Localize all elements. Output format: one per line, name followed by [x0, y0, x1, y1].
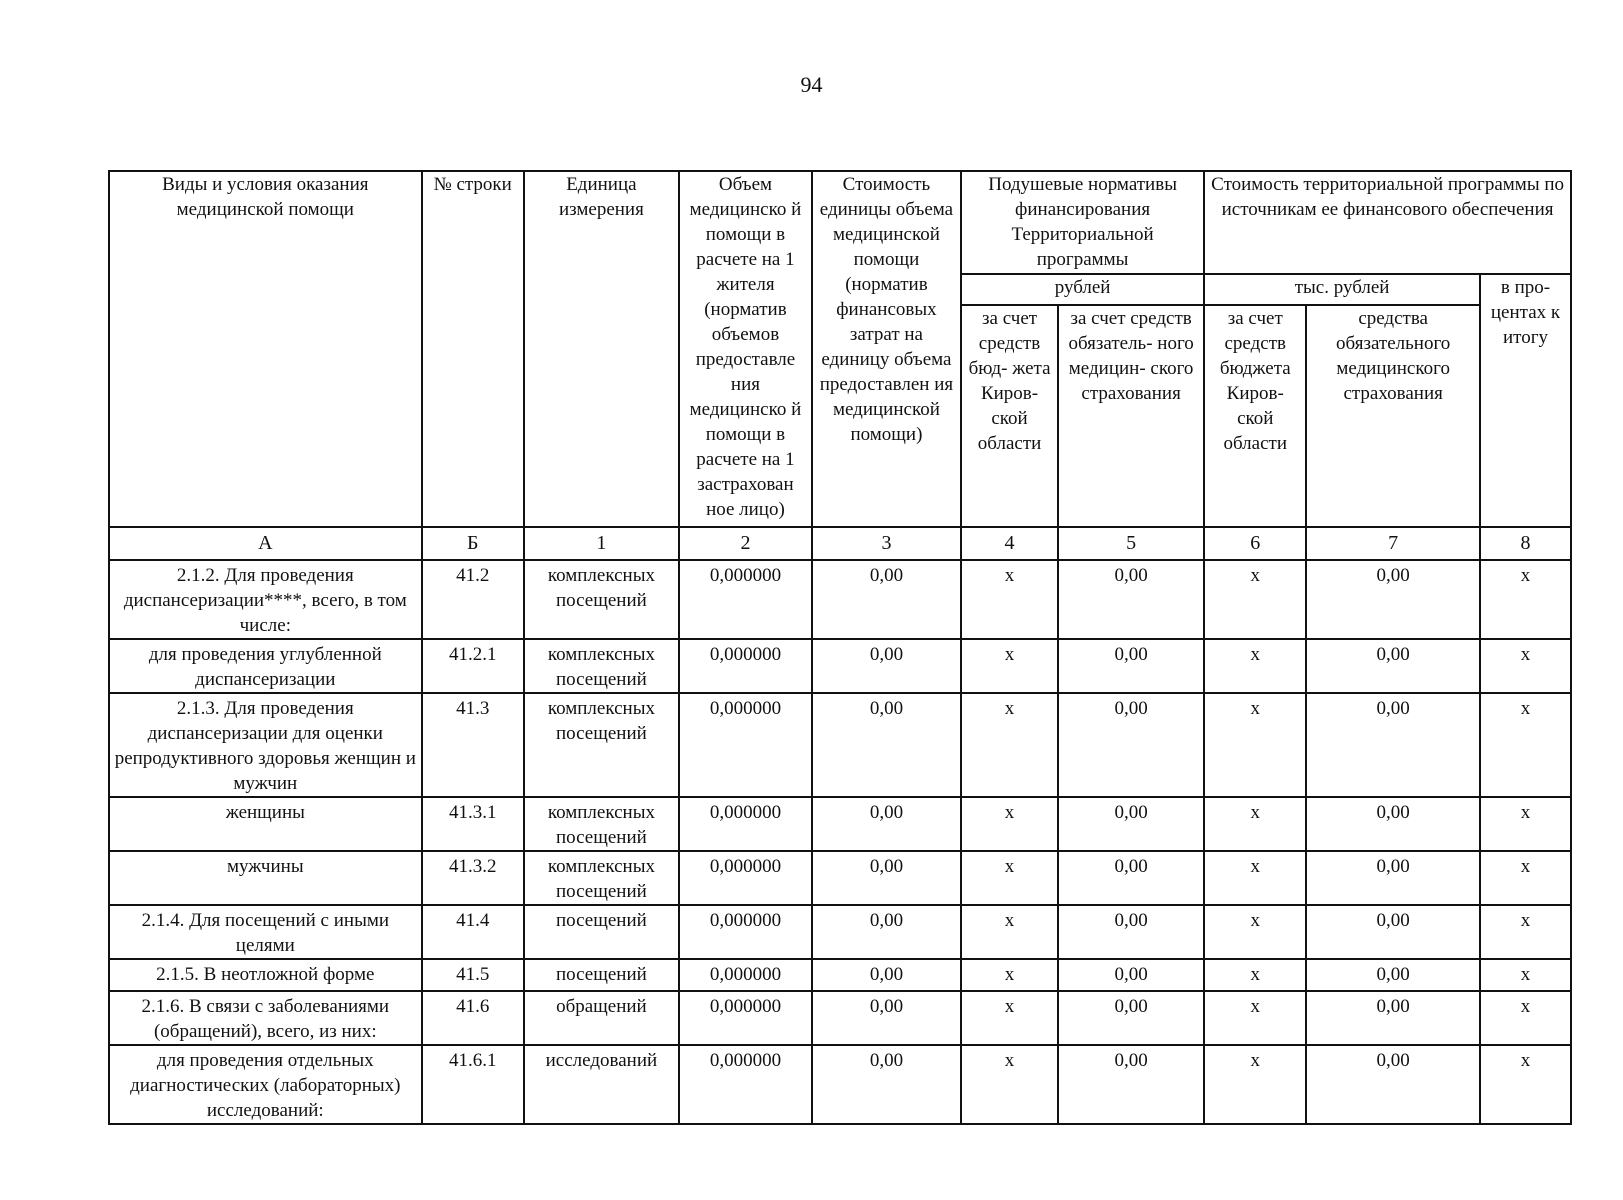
- row-col-6: х: [1204, 560, 1306, 639]
- column-index-row: [109, 527, 1571, 560]
- table-row: [109, 959, 1571, 991]
- row-line-number: 41.2.1: [422, 639, 524, 693]
- row-col-7: 0,00: [1306, 560, 1480, 639]
- header-col-3: Стоимость единицы объема медицинской помощи (норматив финансовых затрат на единицу объема предоставлен ия медицинской помощи): [812, 171, 961, 527]
- row-col-6: х: [1204, 959, 1306, 991]
- row-col-6: х: [1204, 1045, 1306, 1124]
- table-row: [109, 797, 1571, 851]
- row-cost: 0,00: [812, 905, 961, 959]
- row-cost: 0,00: [812, 797, 961, 851]
- table-row: [109, 851, 1571, 905]
- row-col-4: х: [961, 560, 1058, 639]
- index-cell: 4: [961, 527, 1058, 560]
- row-col-8: х: [1480, 905, 1571, 959]
- financing-table: [108, 170, 1572, 1125]
- row-col-7: 0,00: [1306, 693, 1480, 797]
- row-volume: 0,000000: [679, 905, 812, 959]
- row-unit: комплексных посещений: [524, 851, 679, 905]
- row-col-4: х: [961, 991, 1058, 1045]
- row-col-4: х: [961, 959, 1058, 991]
- index-cell: 5: [1058, 527, 1204, 560]
- row-cost: 0,00: [812, 1045, 961, 1124]
- table-row: [109, 560, 1571, 639]
- row-col-7: 0,00: [1306, 959, 1480, 991]
- header-col-8: в про- центах к итогу: [1480, 274, 1571, 527]
- row-cost: 0,00: [812, 959, 961, 991]
- row-col-4: х: [961, 693, 1058, 797]
- header-unit-thousand-rub: тыс. рублей: [1204, 274, 1480, 305]
- row-volume: 0,000000: [679, 1045, 812, 1124]
- header-col-5: за счет средств обязатель- ного медицин- ского страхования: [1058, 305, 1204, 527]
- row-col-6: х: [1204, 851, 1306, 905]
- row-line-number: 41.6: [422, 991, 524, 1045]
- row-volume: 0,000000: [679, 991, 812, 1045]
- row-name: 2.1.5. В неотложной форме: [109, 959, 422, 991]
- row-cost: 0,00: [812, 560, 961, 639]
- table-row: [109, 1045, 1571, 1124]
- index-cell: А: [109, 527, 422, 560]
- index-cell: 1: [524, 527, 679, 560]
- row-unit: обращений: [524, 991, 679, 1045]
- index-cell: 6: [1204, 527, 1306, 560]
- header-col-6: за счет средств бюджета Киров- ской области: [1204, 305, 1306, 527]
- row-name: мужчины: [109, 851, 422, 905]
- row-col-4: х: [961, 851, 1058, 905]
- table-row: [109, 639, 1571, 693]
- header-col-4: за счет средств бюд- жета Киров- ской области: [961, 305, 1058, 527]
- row-line-number: 41.5: [422, 959, 524, 991]
- row-name: для проведения отдельных диагностических (лабораторных) исследований:: [109, 1045, 422, 1124]
- row-col-6: х: [1204, 991, 1306, 1045]
- row-col-7: 0,00: [1306, 639, 1480, 693]
- header-col-a: Виды и условия оказания медицинской помощи: [109, 171, 422, 527]
- index-cell: 2: [679, 527, 812, 560]
- row-unit: посещений: [524, 959, 679, 991]
- row-cost: 0,00: [812, 851, 961, 905]
- header-row: [109, 171, 1571, 274]
- row-col-5: 0,00: [1058, 991, 1204, 1045]
- row-col-8: х: [1480, 851, 1571, 905]
- row-col-7: 0,00: [1306, 851, 1480, 905]
- row-col-6: х: [1204, 797, 1306, 851]
- row-col-8: х: [1480, 1045, 1571, 1124]
- row-col-5: 0,00: [1058, 1045, 1204, 1124]
- row-unit: комплексных посещений: [524, 693, 679, 797]
- header-col-b: № строки: [422, 171, 524, 527]
- header-unit-rub: рублей: [961, 274, 1204, 305]
- index-cell: 3: [812, 527, 961, 560]
- row-col-5: 0,00: [1058, 851, 1204, 905]
- row-unit: посещений: [524, 905, 679, 959]
- row-volume: 0,000000: [679, 797, 812, 851]
- row-name: женщины: [109, 797, 422, 851]
- row-cost: 0,00: [812, 639, 961, 693]
- row-line-number: 41.3: [422, 693, 524, 797]
- row-col-8: х: [1480, 959, 1571, 991]
- row-name: 2.1.6. В связи с заболеваниями (обращений), всего, из них:: [109, 991, 422, 1045]
- header-col-2: Объем медицинско й помощи в расчете на 1 жителя (норматив объемов предоставле ния медицинско й помощи в расчете на 1 застрахован ное лицо): [679, 171, 812, 527]
- row-col-5: 0,00: [1058, 905, 1204, 959]
- row-col-7: 0,00: [1306, 905, 1480, 959]
- row-col-4: х: [961, 905, 1058, 959]
- row-unit: комплексных посещений: [524, 797, 679, 851]
- header-group-norms: Подушевые нормативы финансирования Территориальной программы: [961, 171, 1204, 274]
- row-col-5: 0,00: [1058, 560, 1204, 639]
- row-col-5: 0,00: [1058, 639, 1204, 693]
- row-volume: 0,000000: [679, 693, 812, 797]
- row-name: 2.1.4. Для посещений с иными целями: [109, 905, 422, 959]
- row-col-5: 0,00: [1058, 797, 1204, 851]
- row-unit: исследований: [524, 1045, 679, 1124]
- row-volume: 0,000000: [679, 639, 812, 693]
- row-col-4: х: [961, 639, 1058, 693]
- table-row: [109, 905, 1571, 959]
- header-group-cost: Стоимость территориальной программы по источникам ее финансового обеспечения: [1204, 171, 1571, 274]
- table-row: [109, 693, 1571, 797]
- table-row: [109, 991, 1571, 1045]
- row-unit: комплексных посещений: [524, 560, 679, 639]
- row-col-8: х: [1480, 639, 1571, 693]
- row-cost: 0,00: [812, 991, 961, 1045]
- header-col-7: средства обязательного медицинского страхования: [1306, 305, 1480, 527]
- row-volume: 0,000000: [679, 959, 812, 991]
- row-col-8: х: [1480, 991, 1571, 1045]
- row-col-8: х: [1480, 693, 1571, 797]
- row-col-8: х: [1480, 560, 1571, 639]
- header-col-1: Единица измерения: [524, 171, 679, 527]
- page-number: 94: [800, 72, 823, 97]
- row-name: 2.1.3. Для проведения диспансеризации для оценки репродуктивного здоровья женщин и мужчин: [109, 693, 422, 797]
- row-col-4: х: [961, 1045, 1058, 1124]
- row-col-7: 0,00: [1306, 797, 1480, 851]
- row-col-6: х: [1204, 905, 1306, 959]
- row-col-8: х: [1480, 797, 1571, 851]
- index-cell: 8: [1480, 527, 1571, 560]
- row-col-5: 0,00: [1058, 693, 1204, 797]
- index-cell: Б: [422, 527, 524, 560]
- row-line-number: 41.3.1: [422, 797, 524, 851]
- row-line-number: 41.2: [422, 560, 524, 639]
- row-name: 2.1.2. Для проведения диспансеризации****, всего, в том числе:: [109, 560, 422, 639]
- index-cell: 7: [1306, 527, 1480, 560]
- row-name: для проведения углубленной диспансеризации: [109, 639, 422, 693]
- row-col-5: 0,00: [1058, 959, 1204, 991]
- row-line-number: 41.6.1: [422, 1045, 524, 1124]
- row-volume: 0,000000: [679, 851, 812, 905]
- row-volume: 0,000000: [679, 560, 812, 639]
- row-col-7: 0,00: [1306, 1045, 1480, 1124]
- row-col-6: х: [1204, 693, 1306, 797]
- row-col-4: х: [961, 797, 1058, 851]
- row-unit: комплексных посещений: [524, 639, 679, 693]
- row-line-number: 41.3.2: [422, 851, 524, 905]
- row-col-6: х: [1204, 639, 1306, 693]
- row-col-7: 0,00: [1306, 991, 1480, 1045]
- row-cost: 0,00: [812, 693, 961, 797]
- row-line-number: 41.4: [422, 905, 524, 959]
